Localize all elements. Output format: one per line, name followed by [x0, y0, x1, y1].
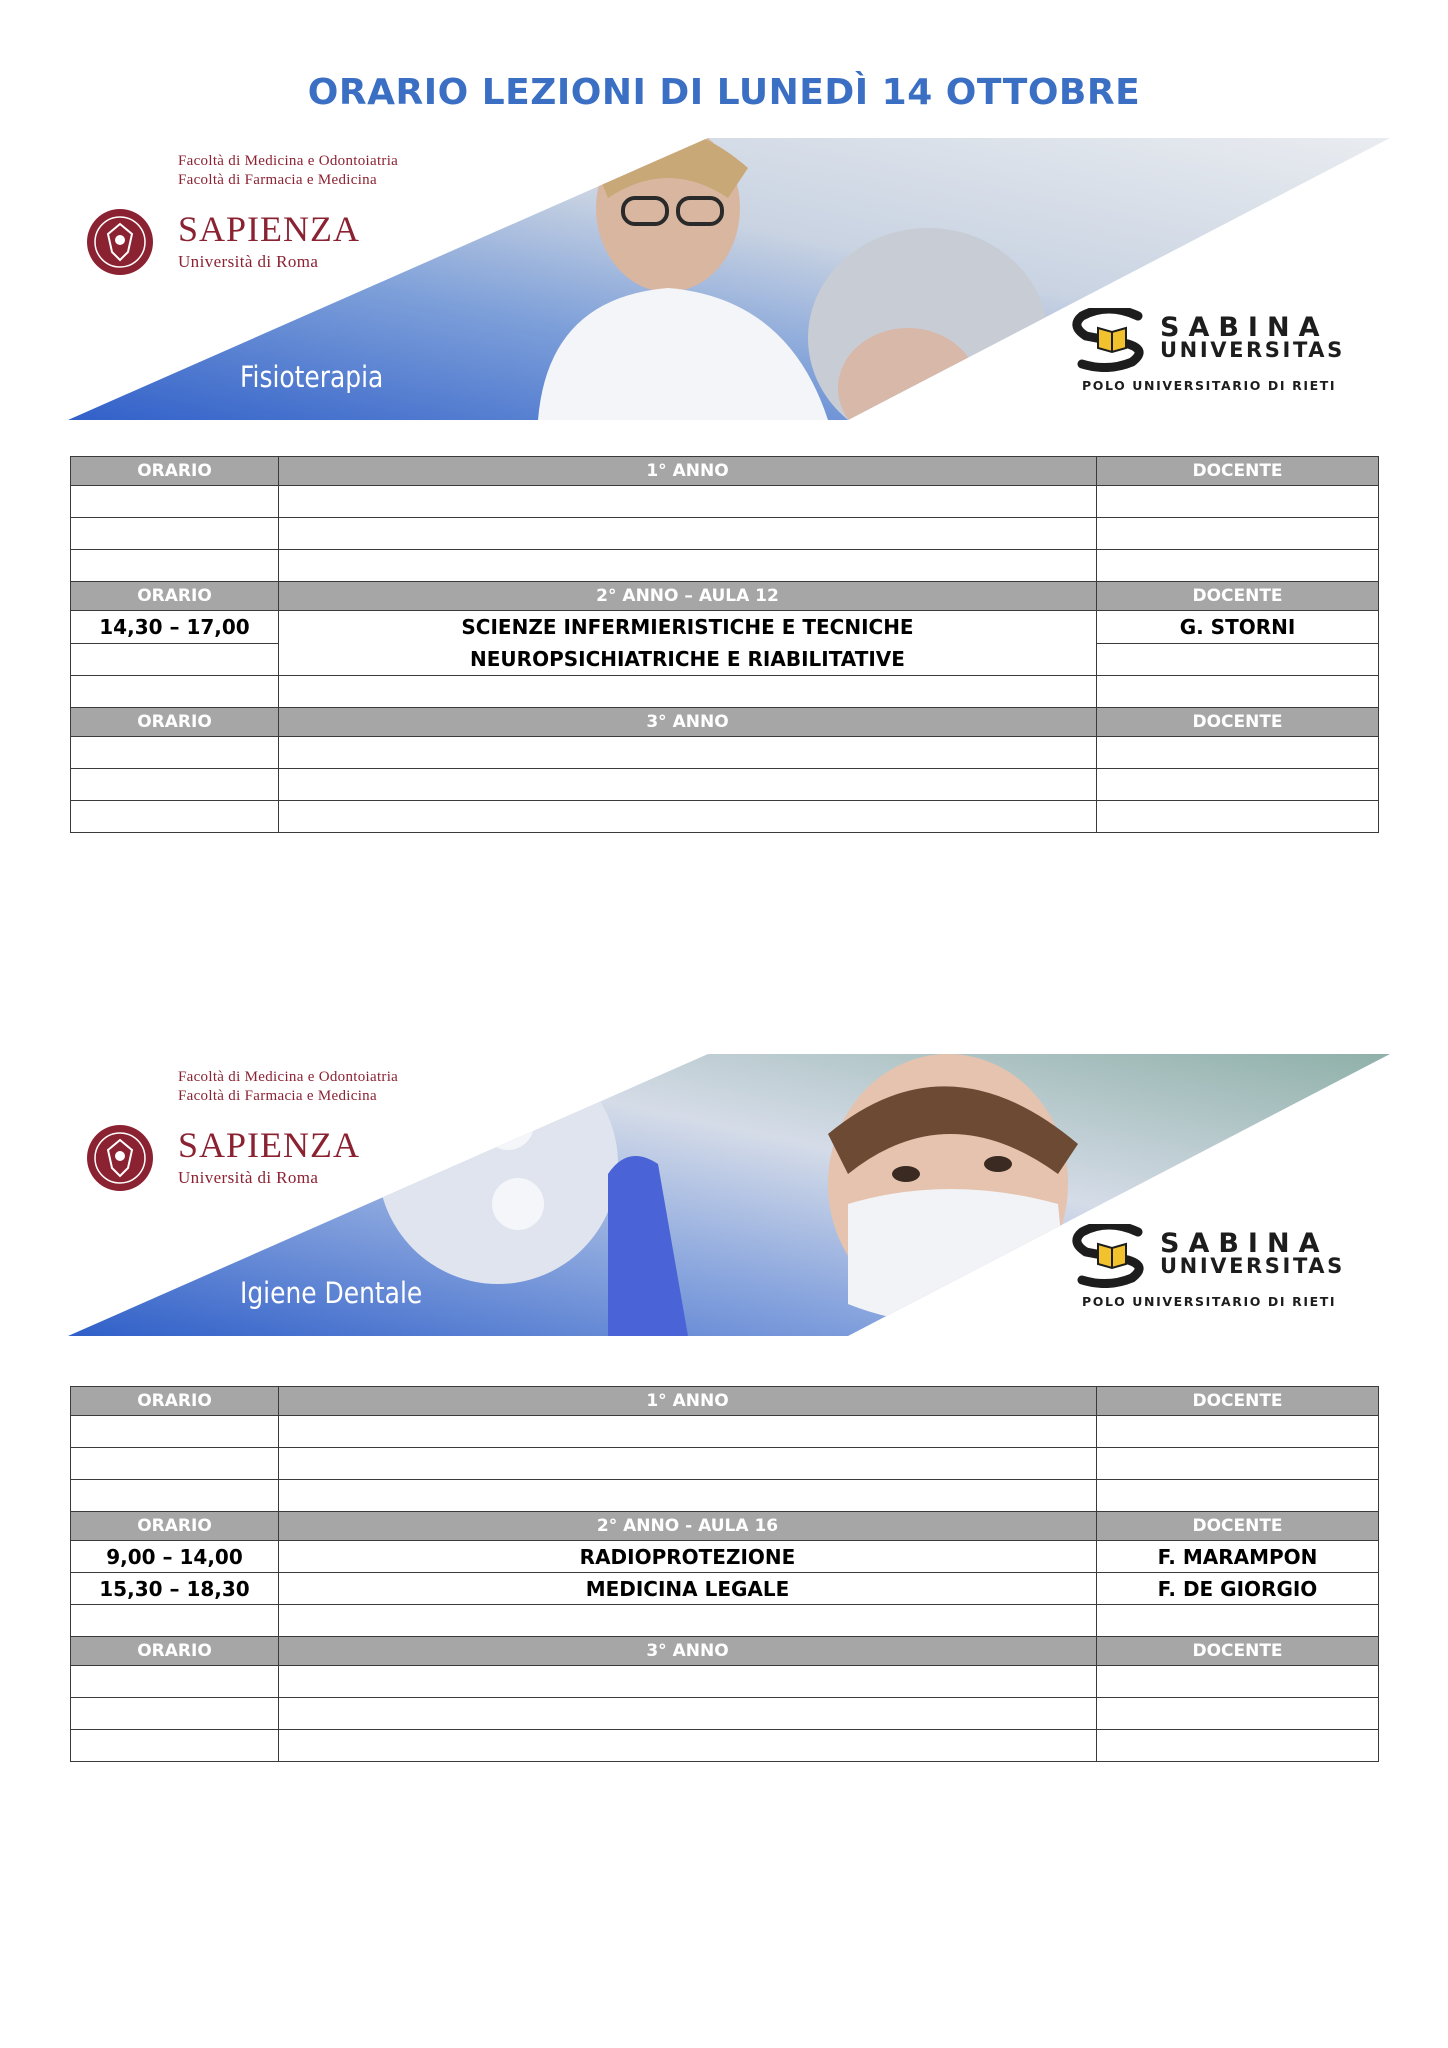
cell-teacher	[1097, 550, 1379, 582]
course-banner-fisioterapia	[68, 138, 1390, 420]
table-row	[71, 518, 1379, 550]
cell-teacher	[1097, 737, 1379, 769]
table-row	[71, 486, 1379, 518]
cell-time	[71, 1698, 279, 1730]
header-time: ORARIO	[71, 1387, 279, 1416]
cell-subject	[279, 676, 1097, 708]
table-row	[71, 611, 1379, 644]
header-time: ORARIO	[71, 457, 279, 486]
cell-time	[71, 486, 279, 518]
table-row	[71, 769, 1379, 801]
sapienza-seal-icon	[86, 208, 154, 276]
cell-time	[71, 769, 279, 801]
subject-line-1: SCIENZE INFERMIERISTICHE E TECNICHE	[461, 615, 914, 639]
cell-subject: RADIOPROTEZIONE	[279, 1541, 1097, 1573]
table-row	[71, 1541, 1379, 1573]
header-teacher: DOCENTE	[1097, 1637, 1379, 1666]
course-name: Igiene Dentale	[240, 1276, 423, 1310]
cell-subject	[279, 1666, 1097, 1698]
cell-subject	[279, 1605, 1097, 1637]
cell-teacher: F. MARAMPON	[1097, 1541, 1379, 1573]
cell-teacher	[1097, 1448, 1379, 1480]
course-banner-igiene-dentale	[68, 1054, 1390, 1336]
cell-time	[71, 1666, 279, 1698]
partner-word: SABINA	[1160, 1228, 1329, 1259]
cell-teacher: G. STORNI	[1097, 611, 1379, 644]
faculty-line-2: Facoltà di Farmacia e Medicina	[178, 172, 377, 188]
table-header-row	[71, 1637, 1379, 1666]
partner-sub: UNIVERSITAS	[1160, 1254, 1345, 1278]
cell-time	[71, 518, 279, 550]
header-time: ORARIO	[71, 1637, 279, 1666]
schedule-table-igiene-dentale	[70, 1386, 1379, 1762]
cell-teacher: F. DE GIORGIO	[1097, 1573, 1379, 1605]
cell-teacher	[1097, 769, 1379, 801]
cell-teacher	[1097, 486, 1379, 518]
cell-subject	[279, 1730, 1097, 1762]
header-year: 2° ANNO - AULA 16	[279, 1512, 1097, 1541]
header-year: 1° ANNO	[279, 1387, 1097, 1416]
faculty-line-1: Facoltà di Medicina e Odontoiatria	[178, 1069, 399, 1085]
table-row	[71, 1448, 1379, 1480]
table-row	[71, 1573, 1379, 1605]
cell-time	[71, 1448, 279, 1480]
cell-teacher	[1097, 676, 1379, 708]
partner-sub: UNIVERSITAS	[1160, 338, 1345, 362]
cell-teacher	[1097, 1730, 1379, 1762]
partner-polo: POLO UNIVERSITARIO DI RIETI	[1082, 378, 1337, 393]
subject-line-2: NEUROPSICHIATRICHE E RIABILITATIVE	[470, 647, 905, 671]
cell-subject: MEDICINA LEGALE	[279, 1573, 1097, 1605]
cell-teacher	[1097, 801, 1379, 833]
header-teacher: DOCENTE	[1097, 708, 1379, 737]
table-row	[71, 676, 1379, 708]
header-year: 3° ANNO	[279, 708, 1097, 737]
cell-subject	[279, 518, 1097, 550]
table-row	[71, 1605, 1379, 1637]
table-row	[71, 550, 1379, 582]
sabina-book-icon	[1068, 308, 1158, 372]
header-time: ORARIO	[71, 1512, 279, 1541]
cell-subject	[279, 1416, 1097, 1448]
cell-subject	[279, 550, 1097, 582]
table-row	[71, 1666, 1379, 1698]
university-sub: Università di Roma	[178, 252, 319, 271]
cell-teacher	[1097, 518, 1379, 550]
cell-teacher	[1097, 1480, 1379, 1512]
table-row	[71, 801, 1379, 833]
cell-subject	[279, 1698, 1097, 1730]
cell-subject	[279, 801, 1097, 833]
university-sub: Università di Roma	[178, 1168, 319, 1187]
table-header-row	[71, 708, 1379, 737]
cell-teacher	[1097, 1698, 1379, 1730]
sabina-book-icon	[1068, 1224, 1158, 1288]
table-header-row	[71, 1512, 1379, 1541]
sapienza-logo	[86, 1068, 446, 1187]
cell-time	[71, 676, 279, 708]
cell-time	[71, 737, 279, 769]
sapienza-seal-icon	[86, 1124, 154, 1192]
cell-teacher	[1097, 643, 1379, 676]
partner-word: SABINA	[1160, 312, 1329, 343]
cell-time: 14,30 – 17,00	[71, 611, 279, 644]
header-year: 1° ANNO	[279, 457, 1097, 486]
cell-time	[71, 1605, 279, 1637]
cell-subject	[279, 486, 1097, 518]
table-row	[71, 1698, 1379, 1730]
table-row	[71, 737, 1379, 769]
university-name: SAPIENZA	[178, 1125, 361, 1165]
cell-time: 9,00 – 14,00	[71, 1541, 279, 1573]
cell-teacher	[1097, 1666, 1379, 1698]
cell-time	[71, 1416, 279, 1448]
cell-time	[71, 1480, 279, 1512]
cell-subject	[279, 769, 1097, 801]
cell-subject	[279, 1480, 1097, 1512]
table-row	[71, 1416, 1379, 1448]
cell-teacher	[1097, 1605, 1379, 1637]
cell-subject	[279, 737, 1097, 769]
sabina-universitas-logo	[1068, 308, 1368, 398]
partner-polo: POLO UNIVERSITARIO DI RIETI	[1082, 1294, 1337, 1309]
header-teacher: DOCENTE	[1097, 457, 1379, 486]
cell-subject	[279, 611, 1097, 676]
cell-teacher	[1097, 1416, 1379, 1448]
header-teacher: DOCENTE	[1097, 1387, 1379, 1416]
header-year: 2° ANNO – AULA 12	[279, 582, 1097, 611]
sabina-universitas-logo	[1068, 1224, 1368, 1314]
table-header-row	[71, 457, 1379, 486]
table-header-row	[71, 1387, 1379, 1416]
faculty-line-2: Facoltà di Farmacia e Medicina	[178, 1088, 377, 1104]
header-teacher: DOCENTE	[1097, 1512, 1379, 1541]
table-header-row	[71, 582, 1379, 611]
course-name: Fisioterapia	[240, 360, 384, 394]
header-time: ORARIO	[71, 708, 279, 737]
sapienza-logo	[86, 152, 446, 271]
header-teacher: DOCENTE	[1097, 582, 1379, 611]
page-title: ORARIO LEZIONI DI LUNEDÌ 14 OTTOBRE	[307, 72, 1141, 113]
header-year: 3° ANNO	[279, 1637, 1097, 1666]
schedule-table-fisioterapia	[70, 456, 1379, 833]
cell-time	[71, 1730, 279, 1762]
cell-subject	[279, 1448, 1097, 1480]
cell-time	[71, 643, 279, 676]
cell-time	[71, 550, 279, 582]
table-row	[71, 1480, 1379, 1512]
university-name: SAPIENZA	[178, 209, 361, 249]
header-time: ORARIO	[71, 582, 279, 611]
table-row	[71, 1730, 1379, 1762]
faculty-line-1: Facoltà di Medicina e Odontoiatria	[178, 153, 399, 169]
cell-time: 15,30 – 18,30	[71, 1573, 279, 1605]
cell-time	[71, 801, 279, 833]
